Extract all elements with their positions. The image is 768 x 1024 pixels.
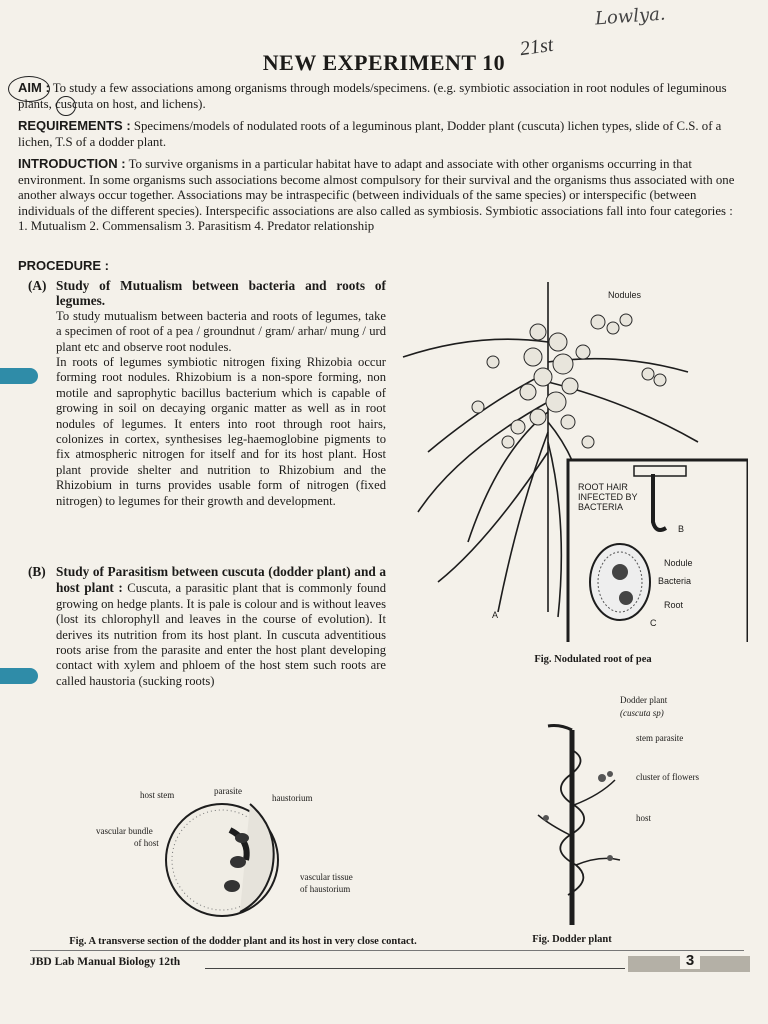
label-stem-parasite: stem parasite xyxy=(636,733,684,743)
handwritten-signature: Lowlya. xyxy=(594,3,667,30)
label-root-hair-infected: ROOT HAIR INFECTED BY BACTERIA xyxy=(578,482,638,512)
section-b-mark: (B) xyxy=(28,564,46,579)
requirements-text: Specimens/models of nodulated roots of a leguminous plant, Dodder plant (cuscuta) lichen types, slide of C.S. of a lichen, T.S of a dodder plant. xyxy=(18,119,722,149)
aim-label: AIM : xyxy=(18,80,50,95)
section-b-heading: Study of Parasitism between cuscuta (dodder plant) and a host plant : xyxy=(56,564,386,596)
page-title: NEW EXPERIMENT 10 xyxy=(262,50,506,75)
introduction-label: INTRODUCTION : xyxy=(18,156,126,171)
footer-rule xyxy=(205,968,625,969)
label-b: B xyxy=(678,524,685,534)
pea-root-illustration xyxy=(398,282,748,642)
ts-illustration xyxy=(160,800,310,920)
dodder-subtitle: (cuscuta sp) xyxy=(620,708,664,718)
binder-tab xyxy=(0,368,38,384)
label-root: Root xyxy=(664,600,684,610)
footer-text: JBD Lab Manual Biology 12th xyxy=(30,956,181,968)
section-a-para1: To study mutualism between bacteria and roots of legumes, take a specimen of root of a pea / groundnut / gram/ arhar/ mung / urd plant etc and observe root nodules. xyxy=(56,308,386,354)
label-nodule: Nodule xyxy=(664,558,693,568)
ts-figure-caption: Fig. A transverse section of the dodder plant and its host in very close contact. xyxy=(69,936,417,947)
label-of-haustorium: of haustorium xyxy=(300,884,351,894)
label-host-stem: host stem xyxy=(140,790,175,800)
label-haustorium: haustorium xyxy=(272,793,313,803)
binder-tab xyxy=(0,668,38,684)
handwritten-date: 21st xyxy=(518,33,555,61)
section-a-heading: Study of Mutualism between bacteria and roots of legumes. xyxy=(56,278,386,309)
page-number: 3 xyxy=(680,952,700,969)
pea-root-figure xyxy=(398,282,748,642)
section-a xyxy=(28,278,386,509)
footer-divider xyxy=(30,950,744,951)
dodder-title: Dodder plant xyxy=(620,695,668,705)
dodder-illustration xyxy=(530,720,630,930)
label-of-host: of host xyxy=(134,838,159,848)
section-b xyxy=(28,564,386,689)
requirements-paragraph xyxy=(18,118,752,150)
section-b-text: Cuscuta, a parasitic plant that is commonly found growing on hedge plants. It is pale is colour and is without leaves (lost its chlorophyll and leaves in the course of evolution). It derives its nutrition from its host plant. In cuscuta adventitious roots arise from the parasite and enter the host plant developing contact with xylem and phloem of the host stem such roots are called haustoria (sucking roots) xyxy=(56,581,386,688)
label-vascular-bundle: vascular bundle xyxy=(96,826,153,836)
introduction-paragraph xyxy=(18,156,752,235)
label-cluster-flowers: cluster of flowers xyxy=(636,772,699,782)
requirements-label: REQUIREMENTS : xyxy=(18,118,131,133)
label-c: C xyxy=(650,618,657,628)
label-bacteria: Bacteria xyxy=(658,576,692,586)
section-a-para2: In roots of legumes symbiotic nitrogen fixing Rhizobia occur forming root nodules. Rhizobium is a non-spore forming, non motile and saprophytic bacillus bacterium which is capable of growing in soil on decaying organic matter as well as in root nodules of legumes. It enters into root through root hairs, colonizes in cortex, synthesises leg-haemoglobine pigments to fix atmospheric nitrogen for itself and for its host plant. Host plant provide shelter and nutrition to Rhizobium and the Rhizobium in turns provides usable form of nitrogen (fixed nitrogen) to legumes for their growth and development. xyxy=(56,355,386,508)
categories-list: 1. Mutualism 2. Commensalism 3. Parasitism 4. Predator relationship xyxy=(18,219,375,233)
procedure-label: PROCEDURE : xyxy=(18,258,110,273)
label-vascular-tissue: vascular tissue xyxy=(300,872,353,882)
dodder-figure xyxy=(530,720,630,930)
label-nodules: Nodules xyxy=(608,290,642,300)
introduction-text: To survive organisms in a particular habitat have to adapt and associate with other organisms occurring in that environment. In some organisms such associations become almost compulsory for their survival and the organisms thus associated with one another always occur together. Associations may be intraspecific (between individuals of the same species) or interspecific (between individuals of the different species). Interspecific associations are also called as symbiosis. Symbiotic associations fall into four categories : xyxy=(18,157,735,218)
pea-figure-caption: Fig. Nodulated root of pea xyxy=(534,654,652,665)
label-a: A xyxy=(492,610,499,620)
label-parasite: parasite xyxy=(214,786,242,796)
dodder-figure-caption: Fig. Dodder plant xyxy=(532,934,612,945)
aim-paragraph xyxy=(18,80,752,112)
label-host: host xyxy=(636,813,652,823)
ts-figure xyxy=(160,800,310,920)
section-a-mark: (A) xyxy=(28,278,47,293)
aim-text: To study a few associations among organisms through models/specimens. (e.g. symbiotic association in root nodules of leguminous plants, cuscuta on host, and lichens). xyxy=(18,81,727,111)
